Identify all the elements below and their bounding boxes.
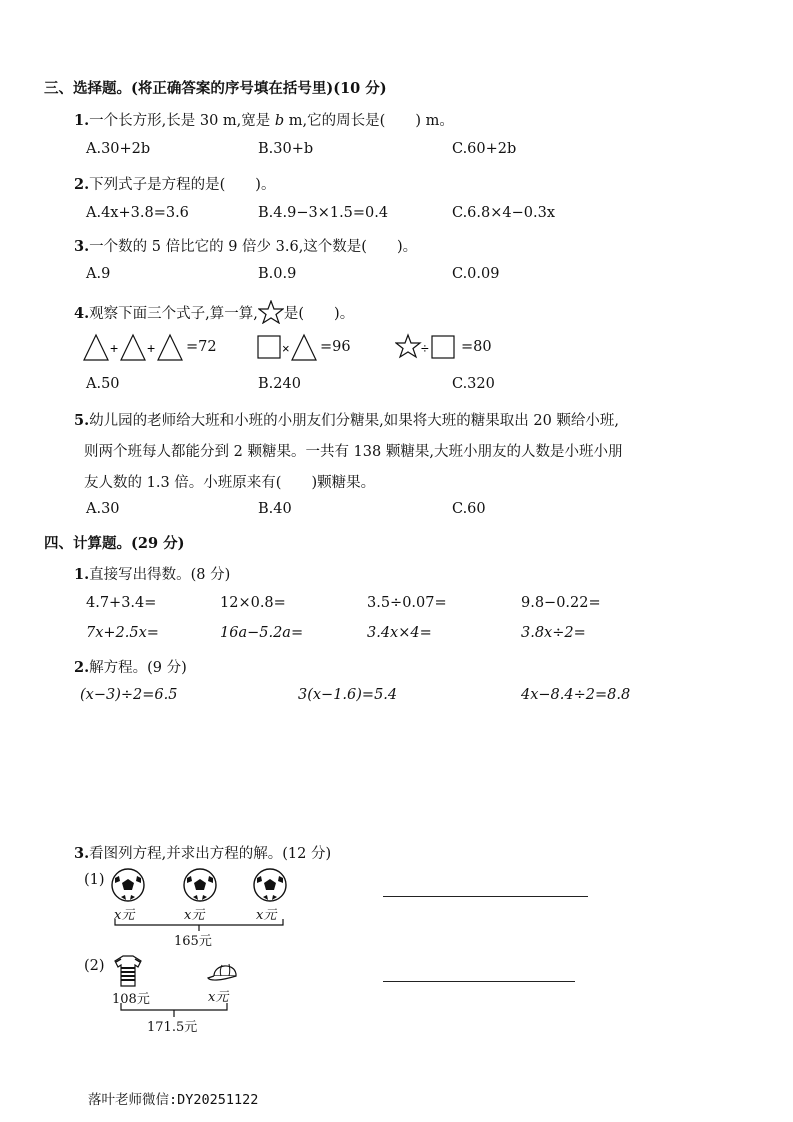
square-times-triangle-icon	[256, 332, 326, 362]
question-1: 1.一个长方形,长是 30 m,宽是 b m,它的周长是( ) m。	[74, 112, 454, 129]
question-4: 4.观察下面三个式子,算一算, 是( )。	[74, 300, 354, 324]
calc-item: 4.7+3.4=	[86, 595, 157, 611]
option-a[interactable]: A.30	[86, 501, 120, 517]
question-2: 2.下列式子是方程的是( )。	[74, 176, 276, 193]
soccer-ball-icon	[254, 869, 286, 901]
calc-item: 12×0.8=	[220, 595, 286, 611]
section3-title: 三、选择题。(将正确答案的序号填在括号里)(10 分)	[44, 80, 387, 97]
star-divide-square-icon	[395, 332, 461, 362]
ball-price: x元	[184, 908, 205, 923]
shirt-icon	[114, 954, 142, 988]
soccer-ball-icon	[184, 869, 216, 901]
equation-item: 4x−8.4÷2=8.8	[521, 687, 631, 703]
answer-line[interactable]	[383, 896, 588, 897]
svg-text:×: ×	[282, 341, 290, 356]
total-price: 165元	[174, 934, 212, 949]
option-b[interactable]: B.4.9−3×1.5=0.4	[258, 205, 389, 221]
total-price-2: 171.5元	[147, 1020, 198, 1035]
option-b[interactable]: B.0.9	[258, 266, 297, 282]
svg-text:÷: ÷	[421, 340, 429, 356]
option-a[interactable]: A.4x+3.8=3.6	[86, 205, 189, 221]
soccer-balls-group	[106, 866, 292, 904]
option-c[interactable]: C.0.09	[452, 266, 500, 282]
equation-item: 3(x−1.6)=5.4	[298, 687, 398, 703]
calc-item: 7x+2.5x=	[86, 625, 159, 641]
calc-question-2: 2.解方程。(9 分)	[74, 659, 187, 676]
option-a[interactable]: A.30+2b	[86, 141, 151, 157]
option-c[interactable]: C.6.8×4−0.3x	[452, 205, 556, 221]
option-a[interactable]: A.50	[86, 376, 120, 392]
equation-square-triangle: × =96	[256, 332, 351, 362]
question-5-line2: 则两个班每人都能分到 2 颗糖果。一共有 138 颗糖果,大班小朋友的人数是小班小朋	[84, 444, 623, 460]
question-5-line3: 友人数的 1.3 倍。小班原来有( )颗糖果。	[84, 475, 376, 491]
calc-item: 16a−5.2a=	[220, 625, 304, 641]
calc-item: 9.8−0.22=	[521, 595, 601, 611]
svg-text:+: +	[147, 340, 156, 356]
cap-icon	[206, 960, 240, 984]
option-b[interactable]: B.240	[258, 376, 301, 392]
option-c[interactable]: C.320	[452, 376, 495, 392]
calc-item: 3.8x÷2=	[521, 625, 586, 641]
option-a[interactable]: A.9	[86, 266, 111, 282]
soccer-ball-icon	[112, 869, 144, 901]
calc-item: 3.4x×4=	[367, 625, 432, 641]
star-icon	[258, 300, 284, 324]
equation-item: (x−3)÷2=6.5	[80, 687, 178, 703]
equation-star-square: ÷ =80	[395, 332, 492, 362]
footer-contact: 落叶老师微信:DY20251122	[88, 1092, 259, 1108]
shirt-price: 108元	[112, 992, 150, 1007]
option-b[interactable]: B.40	[258, 501, 292, 517]
svg-text:+: +	[110, 340, 119, 356]
calc-question-1: 1.直接写出得数。(8 分)	[74, 566, 231, 583]
answer-line[interactable]	[383, 981, 575, 982]
question-5-line1: 5.幼儿园的老师给大班和小班的小朋友们分糖果,如果将大班的糖果取出 20 颗给小班,	[74, 412, 620, 429]
option-c[interactable]: C.60+2b	[452, 141, 517, 157]
option-b[interactable]: B.30+b	[258, 141, 314, 157]
ball-price: x元	[256, 908, 277, 923]
question-3: 3.一个数的 5 倍比它的 9 倍少 3.6,这个数是( )。	[74, 238, 418, 255]
option-c[interactable]: C.60	[452, 501, 486, 517]
cap-price: x元	[208, 990, 229, 1005]
calc-item: 3.5÷0.07=	[367, 595, 447, 611]
calc-question-3: 3.看图列方程,并求出方程的解。(12 分)	[74, 845, 332, 862]
part2-label: (2)	[84, 958, 105, 974]
section4-title: 四、计算题。(29 分)	[44, 535, 185, 552]
part1-label: (1)	[84, 872, 105, 888]
ball-price: x元	[114, 908, 135, 923]
triangle-sum-icon	[82, 332, 202, 362]
equation-triangles: + + =72	[82, 332, 217, 362]
